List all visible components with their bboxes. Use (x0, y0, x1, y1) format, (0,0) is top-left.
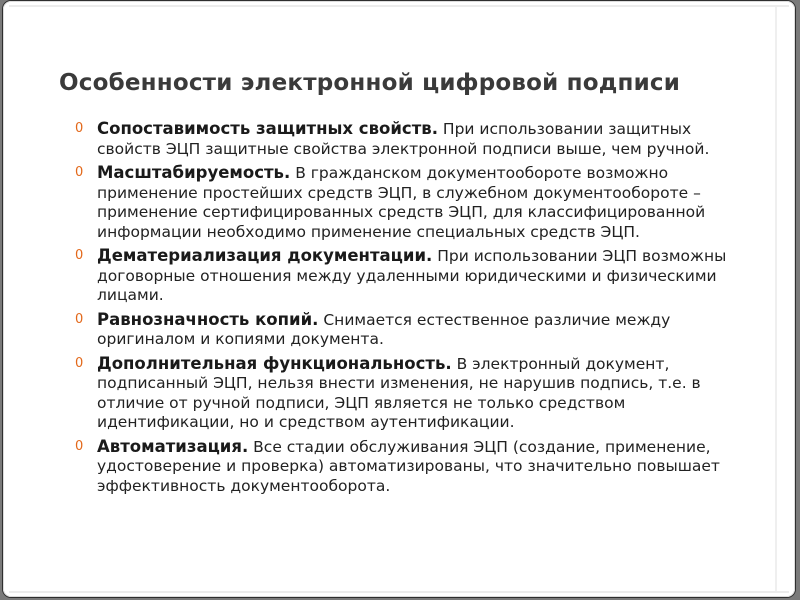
bullet-marker-icon: 0 (75, 438, 84, 454)
bullet-text: Снимается естественное различие между оригиналом и копиями документа. (97, 310, 671, 348)
slide-title: Особенности электронной цифровой подписи (59, 70, 681, 96)
bullet-text: При использовании защитных свойств ЭЦП защитные свойства электронной подписи выше, чем ручной. (97, 120, 710, 158)
bullet-term: Дополнительная функциональность. (97, 353, 452, 373)
bullet-marker-icon: 0 (75, 121, 84, 136)
bullet-text: Все стадии обслуживания ЭЦП (создание, применение, удостоверение и проверка) автоматизированы, что значительно повышает эффективность документооборота. (97, 437, 720, 495)
bullet-term: Равнозначность копий. (97, 309, 319, 329)
bullet-copy-equivalence (75, 310, 755, 350)
bullet-marker-icon: 0 (75, 355, 84, 371)
bullet-extra-functionality (75, 354, 755, 433)
bullet-text: В электронный документ, подписанный ЭЦП, нельзя внести изменения, не нарушив подпись, т.е. в отличие от ручной подписи, ЭЦП является не только средством идентификации, но и средством аутентификации. (97, 354, 701, 431)
page-edge-top (9, 5, 789, 7)
bullet-marker-icon: 0 (75, 165, 84, 180)
bullet-automation (75, 437, 755, 497)
bullet-term: Масштабируемость. (97, 163, 291, 182)
bullet-marker-icon: 0 (75, 311, 84, 327)
slide (3, 1, 795, 597)
bullet-text: При использовании ЭЦП возможны договорные отношения между удаленными юридическими и физическими лицами. (97, 247, 727, 304)
page-edge-bottom (9, 591, 789, 593)
bullet-term: Автоматизация. (97, 436, 249, 456)
bullet-text: В гражданском документообороте возможно применение простейших средств ЭЦП, в служебном документообороте – применение сертифицированных средств ЭЦП, для классифицированной информации необходимо применение специальных средств ЭЦП. (97, 164, 706, 241)
bullet-scalability (75, 163, 755, 242)
bullet-marker-icon: 0 (75, 248, 84, 263)
bullet-comparability (75, 119, 755, 159)
bullet-dematerialization (75, 246, 755, 306)
bullet-list (75, 119, 755, 500)
bullet-term: Дематериализация документации. (97, 246, 433, 265)
bullet-term: Сопоставимость защитных свойств. (97, 119, 438, 138)
